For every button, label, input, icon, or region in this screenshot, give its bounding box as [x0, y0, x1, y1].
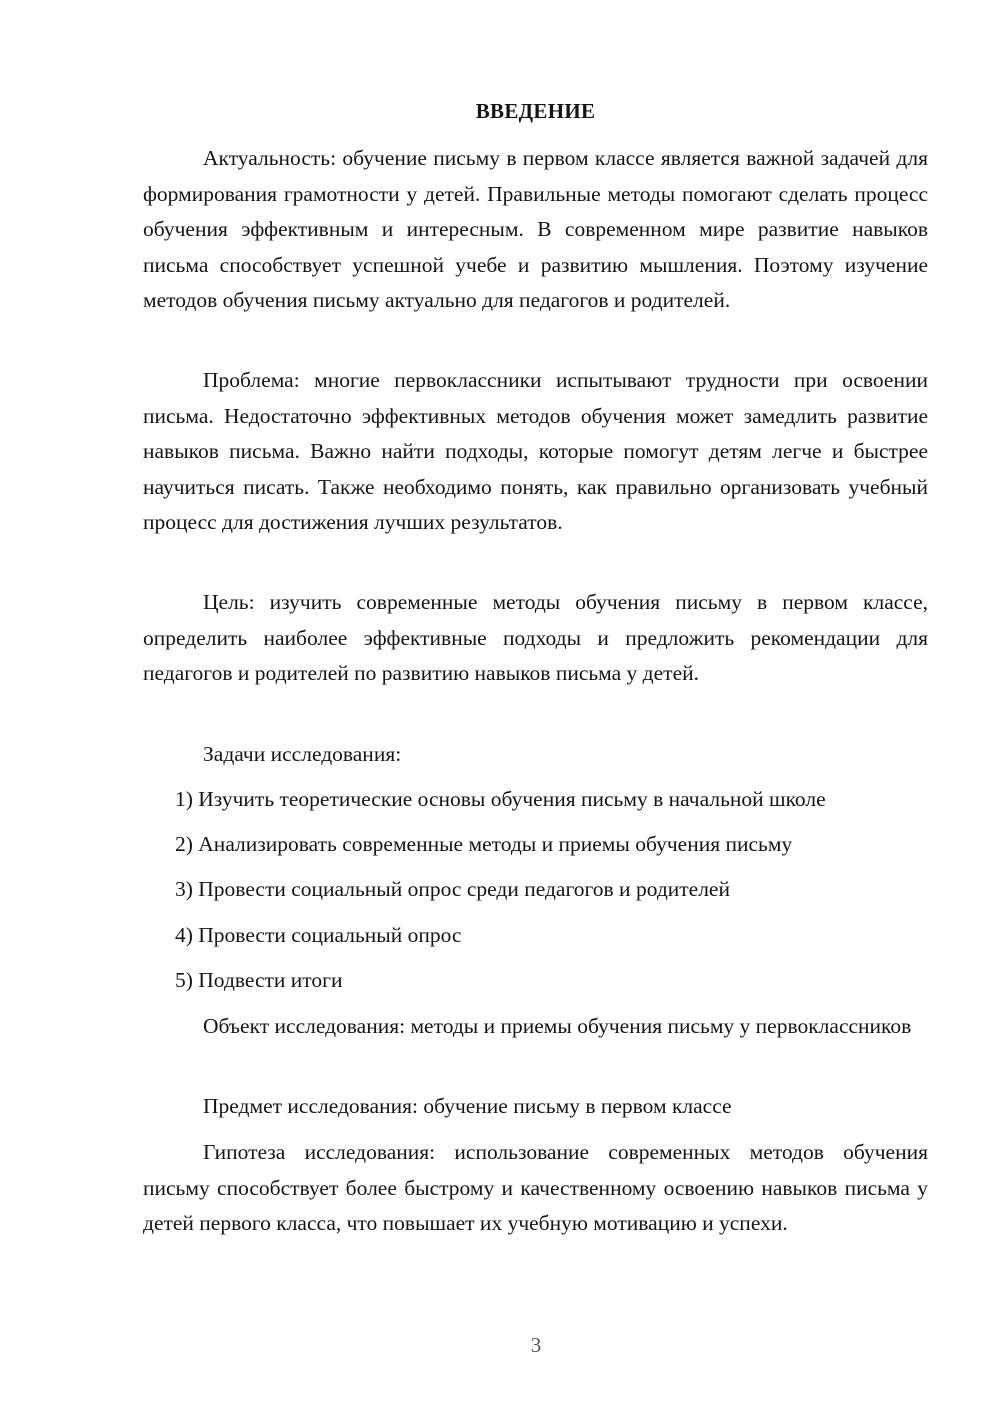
- list-item: 5) Подвести итоги: [175, 968, 343, 992]
- list-item: 1) Изучить теоретические основы обучения письму в начальной школе: [175, 787, 826, 811]
- paragraph-problem: Проблема: многие первоклассники испытывают трудности при освоении письма. Недостаточно эффективных методов обучения может замедлить развитие навыков письма. Важно найти подходы, которые помогут детям легче и быстрее научиться писать. Также необходимо понять, как правильно организовать учебный процесс для достижения лучших результатов.: [143, 368, 928, 534]
- list-item: 2) Анализировать современные методы и приемы обучения письму: [175, 832, 793, 856]
- paragraph-relevance: Актуальность: обучение письму в первом классе является важной задачей для формирования грамотности у детей. Правильные методы помогают сделать процесс обучения эффективным и интересным. В современном мире развитие навыков письма способствует успешной учебе и развитию мышления. Поэтому изучение методов обучения письму актуально для педагогов и родителей.: [143, 146, 928, 312]
- tasks-heading: Задачи исследования:: [203, 742, 402, 766]
- paragraph-subject: Предмет исследования: обучение письму в первом классе: [203, 1094, 732, 1118]
- page-title: ВВЕДЕНИЕ: [475, 99, 596, 123]
- paragraph-object: Объект исследования: методы и приемы обучения письму у первоклассников: [203, 1014, 912, 1038]
- paragraph-goal: Цель: изучить современные методы обучения письму в первом классе, определить наиболее эффективные подходы и предложить рекомендации для педагогов и родителей по развитию навыков письма у детей.: [143, 590, 928, 685]
- page-number: 3: [530, 1333, 542, 1357]
- list-item: 3) Провести социальный опрос среди педагогов и родителей: [175, 877, 730, 901]
- list-item: 4) Провести социальный опрос: [175, 923, 462, 947]
- paragraph-hypothesis: Гипотеза исследования: использование современных методов обучения письму способствует более быстрому и качественному освоению навыков письма у детей первого класса, что повышает их учебную мотивацию и успехи.: [143, 1140, 928, 1235]
